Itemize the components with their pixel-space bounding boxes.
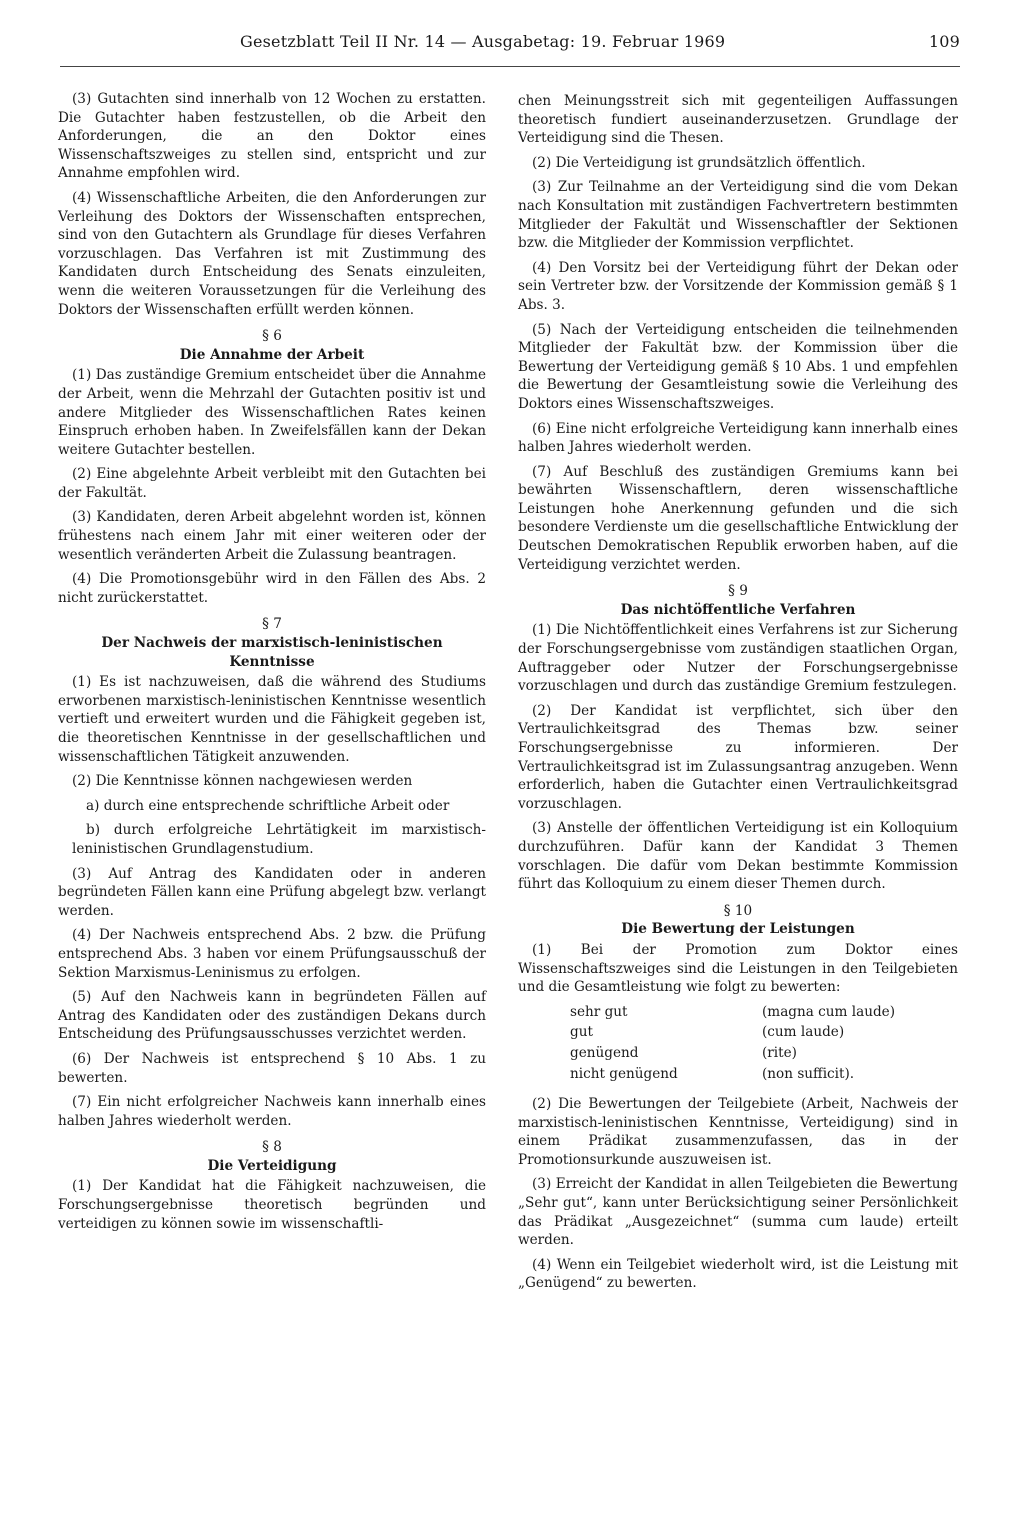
- left-column: [58, 90, 486, 1239]
- list-item: b) durch erfolgreiche Lehrtätigkeit im marxistisch-leninistischen Grundlagenstudium.: [72, 822, 486, 857]
- table-row: [570, 1003, 895, 1024]
- grade-label: genügend: [570, 1044, 639, 1061]
- section-number: § 10: [723, 902, 753, 919]
- grade-latin: (rite): [762, 1044, 797, 1061]
- section-title: Die Annahme der Arbeit: [179, 346, 365, 363]
- grade-label: gut: [570, 1024, 593, 1041]
- list-item: a) durch eine entsprechende schriftliche Arbeit oder: [86, 797, 450, 814]
- paragraph: (3) Auf Antrag des Kandidaten oder in anderen begründeten Fällen kann eine Prüfung abgelegt bzw. verlangt werden.: [58, 865, 486, 919]
- paragraph: (2) Die Verteidigung ist grundsätzlich öffentlich.: [532, 154, 866, 171]
- paragraph: (1) Das zuständige Gremium entscheidet über die Annahme der Arbeit, wenn die Mehrzahl der Gutachten positiv ist und andere Mitglieder des Wissenschaftlichen Rates keinen Einspruch erhoben haben. In Zweifelsfällen kann der Dekan weitere Gutachter bestellen.: [58, 367, 486, 458]
- paragraph: (3) Anstelle der öffentlichen Verteidigung ist ein Kolloquium durchzuführen. Dafür kann der Kandidat 3 Themen vorschlagen. Die dafür vom Dekan bestimmte Kommission führt das Kolloquium zu einem dieser Themen durch.: [518, 820, 958, 893]
- table-row: [570, 1065, 895, 1086]
- paragraph: (4) Die Promotionsgebühr wird in den Fällen des Abs. 2 nicht zurückerstattet.: [58, 571, 486, 606]
- header-rule: [60, 66, 960, 67]
- paragraph: (4) Der Nachweis entsprechend Abs. 2 bzw. die Prüfung entsprechend Abs. 3 haben vor einem Prüfungsausschuß der Sektion Marxismus-Leninismus zu erfolgen.: [58, 927, 486, 981]
- paragraph: (3) Gutachten sind innerhalb von 12 Wochen zu erstatten. Die Gutachter haben festzustellen, ob die Arbeit den Anforderungen, die an den Doktor eines Wissenschaftszweiges zu stellen sind, entspricht und zur Annahme empfohlen wird.: [58, 91, 486, 182]
- paragraph: (3) Kandidaten, deren Arbeit abgelehnt worden ist, können frühestens nach einem Jahr mit einer weiteren oder der wesentlich veränderten Arbeit die Zulassung beantragen.: [58, 509, 486, 563]
- paragraph: (1) Es ist nachzuweisen, daß die während des Studiums erworbenen marxistisch-leninistischen Kenntnisse wesentlich vertieft und erweitert wurden und die Fähigkeit gegeben ist, die theoretischen Kenntnisse in der gesellschaftlichen und wissenschaftlichen Tätigkeit anzuwenden.: [58, 674, 486, 765]
- header-title: Gesetzblatt Teil II Nr. 14 — Ausgabetag: 19. Februar 1969: [240, 32, 726, 51]
- paragraph: (2) Die Bewertungen der Teilgebiete (Arbeit, Nachweis der marxistisch-leninistischen Kenntnisse, Verteidigung) sind in einem Prädikat zusammenzufassen, das in der Promotionsurkunde auszuweisen ist.: [518, 1096, 958, 1168]
- paragraph: (2) Eine abgelehnte Arbeit verbleibt mit den Gutachten bei der Fakultät.: [58, 466, 486, 501]
- paragraph: (1) Die Nichtöffentlichkeit eines Verfahrens ist zur Sicherung der Forschungsergebnisse vom zuständigen staatlichen Organ, Auftraggeber oder Nutzer der Forschungsergebnisse vorzuschlagen und durch das zuständige Gremium festzulegen.: [518, 622, 958, 695]
- grade-latin: (magna cum laude): [762, 1003, 896, 1020]
- paragraph: (4) Den Vorsitz bei der Verteidigung führt der Dekan oder sein Vertreter bzw. der Vorsitzende der Kommission gemäß § 1 Abs. 3.: [518, 259, 958, 313]
- right-column: [518, 92, 958, 1299]
- grades-table: [570, 1003, 895, 1085]
- paragraph: (5) Auf den Nachweis kann in begründeten Fällen auf Antrag des Kandidaten oder des zuständigen Dekans durch Entscheidung des Prüfungsausschusses verzichtet werden.: [58, 989, 486, 1043]
- paragraph: (6) Eine nicht erfolgreiche Verteidigung kann innerhalb eines halben Jahres wiederholt werden.: [518, 420, 958, 456]
- paragraph: (1) Bei der Promotion zum Doktor eines Wissenschaftszweiges sind die Leistungen in den Teilgebieten und die Gesamtleistung wie folgt zu bewerten:: [518, 941, 958, 996]
- paragraph: (7) Auf Beschluß des zuständigen Gremiums kann bei bewährten Wissenschaftlern, deren wissenschaftliche Leistungen hohe Anerkennung gefunden und die sich besondere Verdienste um die gesellschaftliche Entwicklung der Deutschen Demokratischen Republik erworben haben, auf die Verteidigung verzichtet werden.: [518, 463, 958, 573]
- table-row: [570, 1023, 895, 1044]
- section-number: § 6: [262, 328, 282, 345]
- paragraph: (5) Nach der Verteidigung entscheiden die teilnehmenden Mitglieder der Fakultät bzw. der Kommission über die Bewertung der Verteidigung gemäß § 10 Abs. 1 und empfehlen die Bewertung der Gesamtleistung sowie die Verleihung des Doktors eines Wissenschaftszweiges.: [518, 321, 958, 412]
- paragraph: (2) Die Kenntnisse können nachgewiesen werden: [72, 773, 413, 790]
- paragraph: chen Meinungsstreit sich mit gegenteiligen Auffassungen theoretisch fundiert auseinanderzusetzen. Grundlage der Verteidigung sind die Thesen.: [518, 93, 958, 147]
- section-title: Der Nachweis der marxistisch-leninistischen Kenntnisse: [101, 635, 443, 670]
- paragraph: (3) Zur Teilnahme an der Verteidigung sind die vom Dekan nach Konsultation mit zuständigen Fachvertretern bestimmten Mitglieder der Fakultät und Wissenschaftler der Sektionen bzw. die Mitglieder der Kommission verpflichtet.: [518, 179, 958, 252]
- grade-label: nicht genügend: [570, 1065, 678, 1082]
- section-number: § 9: [728, 583, 748, 600]
- section-title: Das nichtöffentliche Verfahren: [620, 601, 856, 618]
- grade-label: sehr gut: [570, 1003, 628, 1020]
- paragraph: (7) Ein nicht erfolgreicher Nachweis kann innerhalb eines halben Jahres wiederholt werden.: [58, 1094, 486, 1129]
- paragraph: (3) Erreicht der Kandidat in allen Teilgebieten die Bewertung „Sehr gut“, kann unter Berücksichtigung seiner Persönlichkeit das Prädikat „Ausgezeichnet“ (summa cum laude) erteilt werden.: [518, 1176, 958, 1249]
- paragraph: (2) Der Kandidat ist verpflichtet, sich über den Vertraulichkeitsgrad des Themas bzw. seiner Forschungsergebnisse zu informieren. Der Vertraulichkeitsgrad ist im Zulassungsantrag anzugeben. Wenn erforderlich, haben die Gutachter einen Vertraulichkeitsgrad vorzuschlagen.: [518, 702, 958, 812]
- paragraph: (1) Der Kandidat hat die Fähigkeit nachzuweisen, die Forschungsergebnisse theoretisch begründen und verteidigen zu können sowie im wissenschaftli-: [58, 1178, 486, 1232]
- grade-latin: (cum laude): [762, 1024, 845, 1041]
- section-title: Die Bewertung der Leistungen: [621, 921, 855, 938]
- page-header: [60, 30, 960, 60]
- paragraph: (6) Der Nachweis ist entsprechend § 10 Abs. 1 zu bewerten.: [58, 1050, 486, 1086]
- table-row: [570, 1044, 895, 1065]
- section-number: § 8: [262, 1139, 282, 1156]
- section-title: Die Verteidigung: [207, 1157, 337, 1174]
- paragraph: (4) Wissenschaftliche Arbeiten, die den Anforderungen zur Verleihung des Doktors der Wissenschaften entsprechen, sind von den Gutachtern als Grundlage für dieses Verfahren vorzuschlagen. Das Verfahren ist mit Zustimmung des Kandidaten durch Entscheidung des Senats einzuleiten, wenn die weiteren Voraussetzungen für die Verleihung des Doktors der Wissenschaften erfüllt werden können.: [58, 189, 486, 318]
- page-number: 109: [928, 32, 960, 51]
- paragraph: (4) Wenn ein Teilgebiet wiederholt wird, ist die Leistung mit „Genügend“ zu bewerten.: [518, 1256, 958, 1292]
- grade-latin: (non sufficit).: [762, 1065, 855, 1082]
- section-number: § 7: [262, 616, 282, 633]
